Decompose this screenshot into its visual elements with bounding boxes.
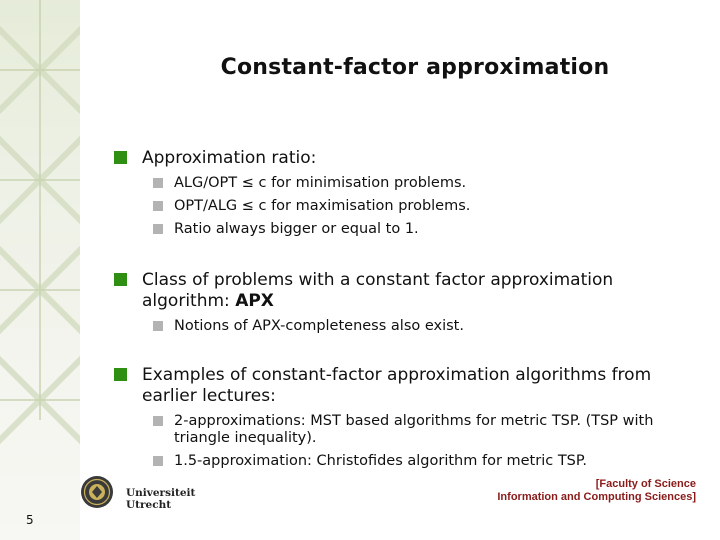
- sub-bullet-text: 1.5-approximation: Christofides algorithm for metric TSP.: [174, 453, 587, 469]
- square-bullet-icon: [153, 321, 163, 331]
- square-bullet-icon: [114, 368, 127, 381]
- lattice-pattern: [0, 0, 80, 540]
- square-bullet-icon: [114, 273, 127, 286]
- bullet-item: [114, 148, 704, 169]
- sub-bullet-text: Notions of APX-completeness also exist.: [174, 318, 464, 334]
- bullet-item: [114, 270, 704, 312]
- bullet-group-examples: [114, 365, 704, 470]
- square-bullet-icon: [153, 224, 163, 234]
- university-seal-icon: [80, 475, 114, 509]
- sub-bullet-item: [114, 453, 704, 470]
- bullet-group-apx: [114, 270, 704, 335]
- bullet-group-approximation-ratio: [114, 148, 704, 238]
- university-name: Universiteit Utrecht: [126, 487, 196, 511]
- sub-bullet-item: [114, 413, 704, 447]
- square-bullet-icon: [114, 151, 127, 164]
- square-bullet-icon: [153, 201, 163, 211]
- sub-bullet-item: [114, 198, 704, 215]
- sub-bullet-item: [114, 175, 704, 192]
- square-bullet-icon: [153, 178, 163, 188]
- bullet-item: [114, 365, 704, 407]
- sub-bullet-text: 2-approximations: MST based algorithms for metric TSP. (TSP with triangle inequality).: [174, 413, 654, 446]
- page-number: 5: [26, 513, 34, 527]
- bullet-text-bold: APX: [235, 291, 274, 311]
- institute-name: Information and Computing Sciences]: [497, 491, 696, 503]
- faculty-label: [497, 478, 696, 503]
- sub-bullet-text: ALG/OPT ≤ c for minimisation problems.: [174, 175, 467, 191]
- bullet-text: Class of problems with a constant factor approximation algorithm:: [142, 270, 614, 311]
- sub-bullet-item: [114, 221, 704, 238]
- decorative-sidebar: [0, 0, 80, 540]
- square-bullet-icon: [153, 456, 163, 466]
- bullet-text: Examples of constant-factor approximation algorithms from earlier lectures:: [142, 365, 652, 406]
- slide-content: [114, 148, 704, 492]
- sub-bullet-text: OPT/ALG ≤ c for maximisation problems.: [174, 198, 471, 214]
- bullet-text: Approximation ratio:: [142, 148, 317, 168]
- sub-bullet-item: [114, 318, 704, 335]
- faculty-name: [Faculty of Science: [595, 478, 696, 490]
- university-logo: [80, 475, 240, 515]
- slide-title: Constant-factor approximation: [220, 55, 610, 80]
- square-bullet-icon: [153, 416, 163, 426]
- sub-bullet-text: Ratio always bigger or equal to 1.: [174, 221, 419, 237]
